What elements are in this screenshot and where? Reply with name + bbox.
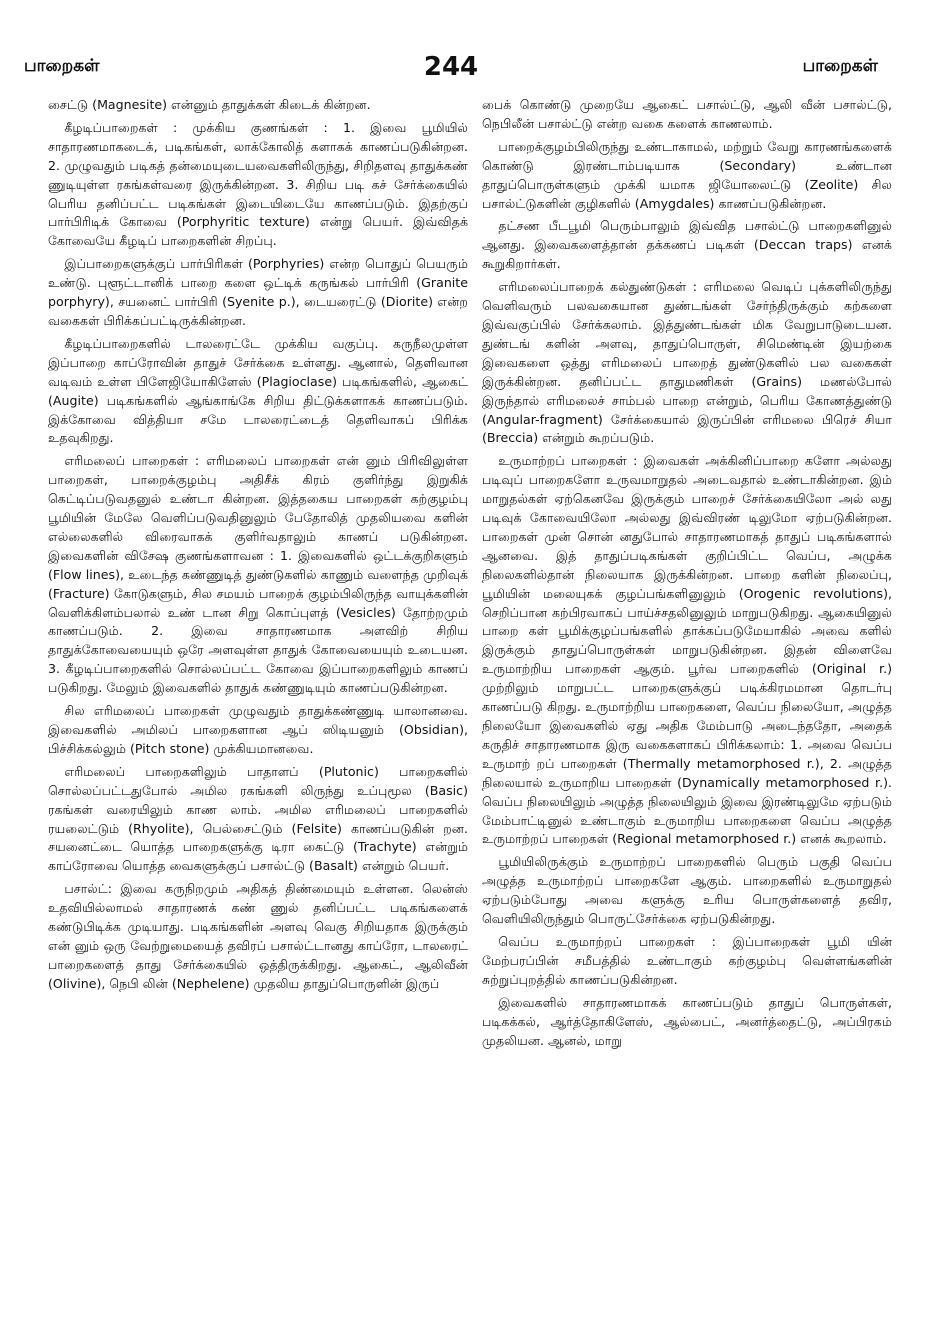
paragraph: பூமியிலிருக்கும் உருமாற்றப் பாறைகளில் பெரும் பகுதி வெப்ப அழுத்த உருமாற்றப் பாறைகளே ஆகும். பாறைகளில் உருமாறுதல் ஏற்படும்போது அவை களுக்கு உரிய பொருள்களைத் தவிர, வெளியிலிருந்தும் பொருட்சேர்க்கை ஏற்படுகின்றது. xyxy=(482,854,892,927)
paragraph: தட்சண பீடபூமி பெரும்பாலும் இவ்வித பசால்ட்டு பாறைகளினுல் ஆனது. இவைகளைத்தான் தக்கணப் படிகள் (Deccan traps) எனக் கூறுகிறார்கள். xyxy=(482,218,892,272)
running-title-left: பாறைகள் xyxy=(24,56,100,76)
paragraph: சைட்டு (Magnesite) என்னும் தாதுக்கள் கிடைக் கின்றன. xyxy=(48,97,371,112)
right-column xyxy=(482,96,892,1336)
paragraph: பாறைக்குழம்பிலிருந்து உண்டாகாமல், மற்றும் வேறு காரணங்களைக் கொண்டு இரண்டாம்படியாக (Secondary) உண்டான தாதுப்பொருள்களும் முக்கி யமாக ஜியோலைட்டு (Zeolite) சில பசால்ட்டுகளின் குழிகளில் (Amygdales) காணப்படுகின்றன. xyxy=(482,138,892,211)
paragraph: உருமாற்றப் பாறைகள் : இவைகள் அக்கினிப்பாறை களோ அல்லது படிவுப் பாறைகளோ உருவமாறுதல் அடைவதால் உண்டாகின்றன. இம் மாறுதல்கள் ஏற்கெனவே இருக்கும் பாறைச் சேர்க்கையிலோ அல் லது படிவுக் கோவையிலோ அல்லது இவ்விரண் டிலுமோ ஏற்படுகின்றன. பாறைகள் முன் சொன் னதுபோல் சாதாரணமாகத் தாதுப் படிகங்களால் ஆனவை. இத் தாதுப்படிகங்கள் குறிப்பிட்ட வெப்ப, அழுக்க நிலைகளில்தான் நிலையாக இருக்கின்றன. பாறை களின் நிலைப்பு, பூமியின் மலையுகக் குழப்பங்களினுலும் (Orogenic revolutions), செறிப்பான கற்பிரவாகப் பாய்ச்சதலினுலும் மாறுபடுகிறது. ஆகையினுல் பாறை கள் பூமிக்குழப்பங்களில் தாக்கப்படுமேயாகில் அவை களில் இருக்கும் தாதுப்பொருள்கள் மாறுபடுகின்றன. இதன் விளைவே உருமாற்றிய பாறைகள் ஆகும். பூர்வ பாறைகளில் (Original r.) முற்றிலும் மாறுபட்ட பாறைகளுக்குப் படிக்கிரமமான தொடர்பு காணப்படு கிறது. உருமாற்றிய பாறைகளை, வெப்ப நிலையோ, அழுத்த நிலையோ இவைகளில் ஏது அதிக மேம்பாடு அடைந்ததோ, அதைக் கருதிச் சாதாரணமாக இரு வகைகளாகப் பிரிக்கலாம்: 1. அவை வெப்ப உருமாற் றப் பாறைகள் (Thermally metamorphosed r.), 2. அழுத்த நிலையால் உருமாறிய பாறைகள் (Dynamically metamorphosed r.). வெப்ப நிலையிலும் அழுத்த நிலையிலும் இவை இரண்டிலுமே ஏற்படும் மேம்பாட்டினுல் உண்டாகும் உருமாறிய பாறைகளை வெப்ப அழுத்த உருமாற்றப் பாறைகள் (Regional metamorphosed r.) எனக் கூறலாம். xyxy=(482,453,892,847)
left-column xyxy=(48,96,468,1336)
paragraph: இவைகளில் சாதாரணமாகக் காணப்படும் தாதுப் பொருள்கள், படிகக்கல், ஆர்த்தோகிளேஸ், ஆல்பைட், அனர்த்தைட்டு, அப்பிரகம் முதலியன. ஆனல், மாறு xyxy=(482,994,892,1048)
paragraph: சில எரிமலைப் பாறைகள் முழுவதும் தாதுக்கண்ணுடி யாலானவை. இவைகளில் அமிலப் பாறைகளான ஆப் ஸிடியனும் (Obsidian), பிச்சிக்கல்லும் (Pitch stone) முக்கியமானவை. xyxy=(48,703,468,756)
running-title-right: பாறைகள் xyxy=(802,56,878,76)
page-header xyxy=(24,52,878,84)
paragraph: எரிமலைப்பாறைக் கல்துண்டுகள் : எரிமலை வெடிப் புக்களிலிருந்து வெளிவரும் பலவகையான துண்டங்கள் சேர்ந்திருக்கும் கற்களை இவ்வகுப்பில் சேர்க்கலாம். இத்துண்டங்கள் மிக வேறுபாடுடையன. துண்டங் களின் அளவு, தாதுப்பொருள், சிமெண்டின் இயற்கை இவைகளை ஒத்து எரிமலைப் பாறைத் துண்டுகளில் பல வகைகள் இருக்கின்றன. தனிப்பட்ட தாதுமணிகள் (Grains) மணல்போல் இருந்தால் எரிமலைச் சாம்பல் பாறை என்றும், பெரிய கோணத்துண்டு (Angular-fragment) சேர்க்கையால் இருப்பின் எரிமலை பிரெச் சியா (Breccia) என்றும் கூறப்படும். xyxy=(482,279,892,446)
paragraph: கீழடிப்பாறைகள் : முக்கிய குணங்கள் : 1. இவை பூமியில் சாதாரணமாகடைக், படிகங்கள், லாக்கோலித் களாகக் காணப்படுகின்றன. 2. முழுவதும் படிகத் தன்மையுடையவைகளிலிருந்து, சிறிதளவு தாதுக்கண் ணுடியுள்ள ரகங்கள்வரை இருக்கின்றன. 3. சிறிய படி கச் சேர்க்கையில் பெரிய தனிப்பட்ட படிகங்கள் இடையிடையே காணப்படும். இதற்குப் பார்பிரிடிக் கோவை (Porphyritic texture) என்று பெயர். இவ்விதக் கோவையே கீழடிப் பாறைகளின் சிறப்பு. xyxy=(48,119,468,249)
paragraph: வெப்ப உருமாற்றப் பாறைகள் : இப்பாறைகள் பூமி யின் மேற்பரப்பின் சமீபத்தில் உண்டாகும் கற்குழம்பு வெள்ளங்களின் சுற்றுப்புறத்தில் காணப்படுகின்றன. xyxy=(482,933,892,987)
page-number: 244 xyxy=(423,52,479,82)
paragraph: இப்பாறைகளுக்குப் பார்பிரிகள் (Porphyries) என்ற பொதுப் பெயரும் உண்டு. புளூட்டானிக் பாறை களை ஒட்டிக் கருங்கல் பார்பிரி (Granite porphyry), சயனைட் பார்பிரி (Syenite p.), டையரைட்டு (Diorite) என்ற வகைகள் பிரிக்கப்பட்டிருக்கின்றன. xyxy=(48,256,468,328)
paragraph: எரிமலைப் பாறைகள் : எரிமலைப் பாறைகள் என் னும் பிரிவிலுள்ள பாறைகள், பாறைக்குழம்பு அதிசீக் கிரம் குளிர்ந்து இறுகிக் கெட்டிப்படுவதனுல் உண்டா கின்றன. இத்தகைய பாறைகள் கற்குழம்பு பூமியின் மேலே வெளிப்படுவதினுலும் பேதோலித் முதலியவை களின் எல்லைகளில் விரைவாகக் குளிர்வதாலும் காணப் படுகின்றன. இவைகளின் விசேஷ குணங்களாவன : 1. இவைகளில் ஒட்டக்குறிகளும் (Flow lines), உடைந்த கண்ணுடித் துண்டுகளில் காணும் வளைந்த முறிவுக் (Fracture) கோடுகளும், சில சமயம் பாறைக் குழம்பிலிருந்த வாயுக்களின் வெளிக்கிளம்பலால் உண் டான சிறு கொப்புளத் (Vesicles) தோற்றமும் காணப்படும். 2. இவை சாதாரணமாக அளவிற் சிறிய தாதுக்கோவையையும் ஒரே அளவுள்ள தாதுக் கோவையையும் உடையன. 3. கீழடிப்பாறைகளில் சொல்லப்பட்ட கோவை இப்பாறைகளிலும் காணப் படுகிறது. மேலும் இவைகளில் தாதுக் கண்ணுடியும் காணப்படுகின்றன. xyxy=(48,453,468,696)
paragraph: கீழடிப்பாறைகளில் டாலரைட்டே முக்கிய வகுப்பு. கருநீலமுள்ள இப்பாறை காப்ரோவின் தாதுச் சேர்க்கை உள்ளது. ஆனால், தெளிவான வடிவம் உள்ள பிளேஜியோகிளேஸ் (Plagioclase) படிகங்களில், ஆகைட் (Augite) படிகங்களில் ஆங்காங்கே சிறிய திட்டுக்களாகக் காணப்படும். இக்கோவை வித்தியா சமே டாலரைட்டைத் தெளிவாகப் பிரிக்க உதவுகிறது. xyxy=(48,335,468,446)
paragraph: எரிமலைப் பாறைகளிலும் பாதாளப் (Plutonic) பாறைகளில் சொல்லப்பட்டதுபோல் அமில ரகங்களி லிருந்து உப்புமூல (Basic) ரகங்கள் வரையிலும் காண லாம். அமில எரிமலைப் பாறைகளில் ரயலைட்டும் (Rhyolite), பெல்சைட்டும் (Felsite) காணப்படுகின் றன. சயனைட்டை யொத்த பாறைகளுக்கு டிரா கைட்டு (Trachyte) என்றும் காப்ரோவை யொத்த வைகளுக்குப் பசால்ட்டு (Basalt) என்றும் பெயர். xyxy=(48,763,468,874)
paragraph: பைக் கொண்டு முறையே ஆகைட் பசால்ட்டு, ஆலி வீன் பசால்ட்டு, நெபிலீன் பசால்ட்டு என்ற வகை களைக் காணலாம். xyxy=(482,97,892,131)
paragraph: பசால்ட்: இவை கருநிறமும் அதிகத் திண்மையும் உள்ளன. லென்ஸ் உதவியில்லாமல் சாதாரணக் கண் ணுல் தனிப்பட்ட படிகங்களைக் கண்டுபிடிக்க முடியாது. படிகங்களின் அளவு வெகு சிறியதாக இருக்கும் என் னும் ஒரு வேற்றுமையைத் தவிரப் பசால்ட்டானது காப்ரோ, டாலரைட் பாறைகளைத் தாது சேர்க்கையில் ஒத்திருக்கிறது. ஆகைட், ஆலிவீன் (Olivine), நெபி லின் (Nephelene) முதலிய தாதுப்பொருளின் இருப் xyxy=(48,881,468,991)
